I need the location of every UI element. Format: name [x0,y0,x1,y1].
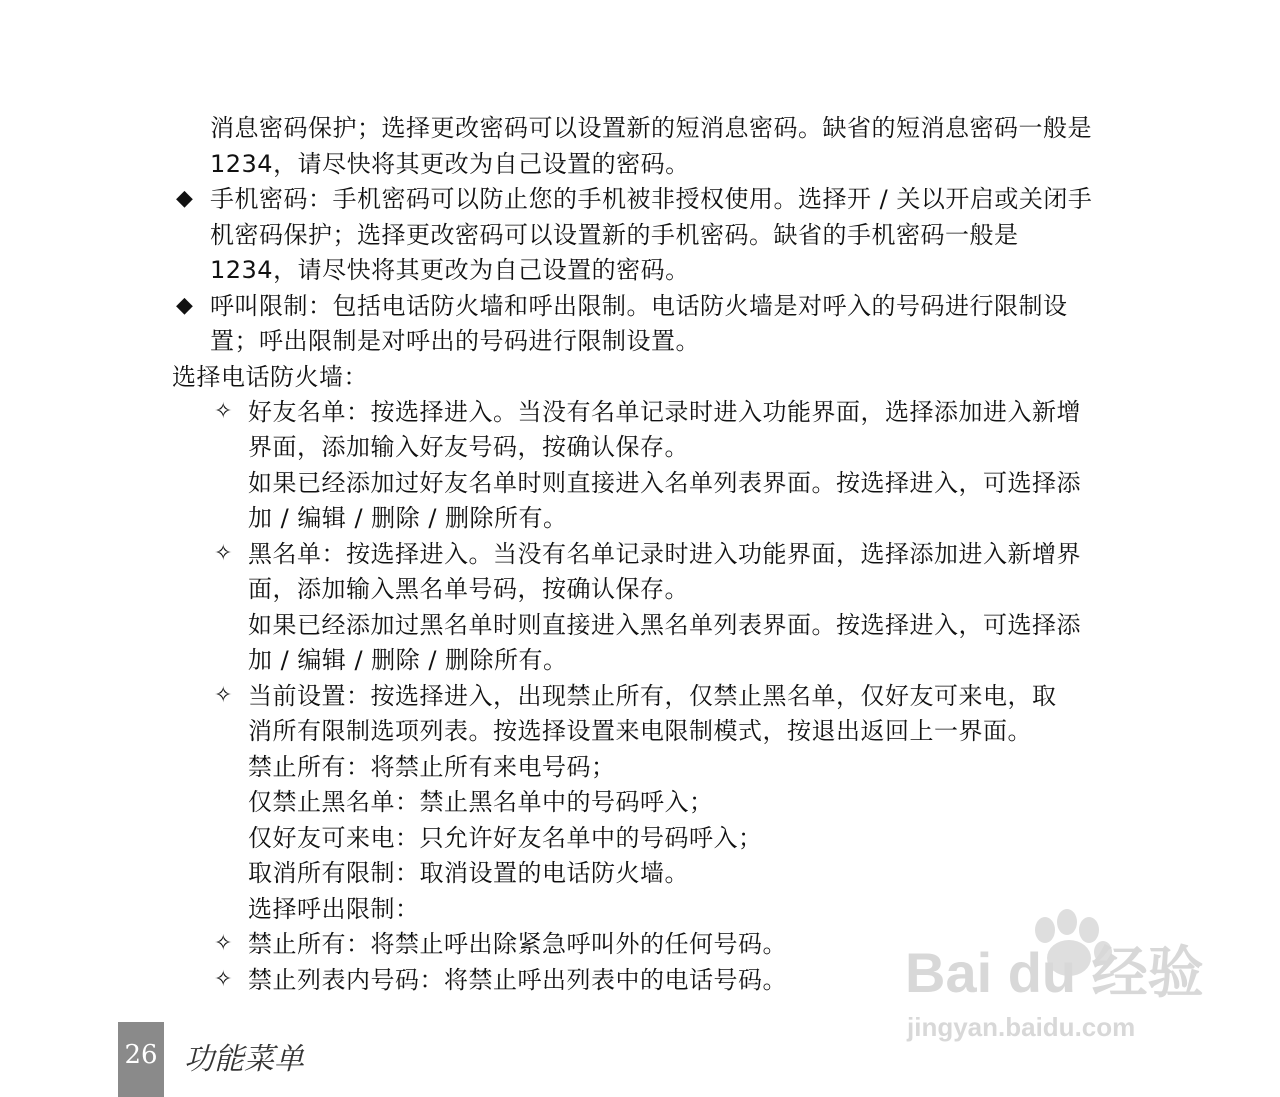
text-line: 机密码保护；选择更改密码可以设置新的手机密码。缺省的手机密码一般是 [210,221,1019,249]
text-line: 加 / 编辑 / 删除 / 删除所有。 [248,646,568,674]
text-line: 1234，请尽快将其更改为自己设置的密码。 [210,150,690,178]
text-line: 如果已经添加过好友名单时则直接进入名单列表界面。按选择进入，可选择添 [248,469,1081,497]
text-line: 1234，请尽快将其更改为自己设置的密码。 [210,256,690,284]
text-line: 当前设置：按选择进入，出现禁止所有，仅禁止黑名单，仅好友可来电，取 [248,682,1057,710]
text-line: 手机密码：手机密码可以防止您的手机被非授权使用。选择开 / 关以开启或关闭手 [210,185,1093,213]
hollow-star-bullet-icon: ✧ [214,541,233,566]
text-line: 如果已经添加过黑名单时则直接进入黑名单列表界面。按选择进入，可选择添 [248,611,1081,639]
filled-diamond-bullet-icon: ◆ [176,186,193,211]
page-number: 26 [124,1040,158,1070]
baidu-watermark-logo [905,900,1205,1050]
section-title: 功能菜单 [184,1042,304,1077]
watermark-logo-text: Bai du 经验 [905,941,1204,1004]
text-line: 好友名单：按选择进入。当没有名单记录时进入功能界面，选择添加进入新增 [248,398,1081,426]
hollow-star-bullet-icon: ✧ [214,931,233,956]
text-line: 加 / 编辑 / 删除 / 删除所有。 [248,504,568,532]
hollow-star-bullet-icon: ✧ [214,967,233,992]
text-line: 置；呼出限制是对呼出的号码进行限制设置。 [210,327,700,355]
section-heading: 选择电话防火墙： [172,363,368,391]
text-line: 黑名单：按选择进入。当没有名单记录时进入功能界面，选择添加进入新增界 [248,540,1081,568]
text-line: 禁止所有：将禁止呼出除紧急呼叫外的任何号码。 [248,930,787,958]
section-heading: 选择呼出限制： [248,895,420,923]
text-line: 消息密码保护；选择更改密码可以设置新的短消息密码。缺省的短消息密码一般是 [210,114,1092,142]
text-line: 呼叫限制：包括电话防火墙和呼出限制。电话防火墙是对呼入的号码进行限制设 [210,292,1068,320]
text-line: 禁止所有：将禁止所有来电号码； [248,753,616,781]
text-line: 面，添加输入黑名单号码，按确认保存。 [248,575,689,603]
filled-diamond-bullet-icon: ◆ [176,293,193,318]
text-line: 仅禁止黑名单：禁止黑名单中的号码呼入； [248,788,714,816]
text-line: 界面，添加输入好友号码，按确认保存。 [248,433,689,461]
text-line: 禁止列表内号码：将禁止呼出列表中的电话号码。 [248,966,787,994]
watermark-url: jingyan.baidu.com [907,1012,1136,1042]
hollow-star-bullet-icon: ✧ [214,683,233,708]
text-line: 仅好友可来电：只允许好友名单中的号码呼入； [248,824,763,852]
hollow-star-bullet-icon: ✧ [214,399,233,424]
text-line: 消所有限制选项列表。按选择设置来电限制模式，按退出返回上一界面。 [248,717,1032,745]
text-line: 取消所有限制：取消设置的电话防火墙。 [248,859,689,887]
